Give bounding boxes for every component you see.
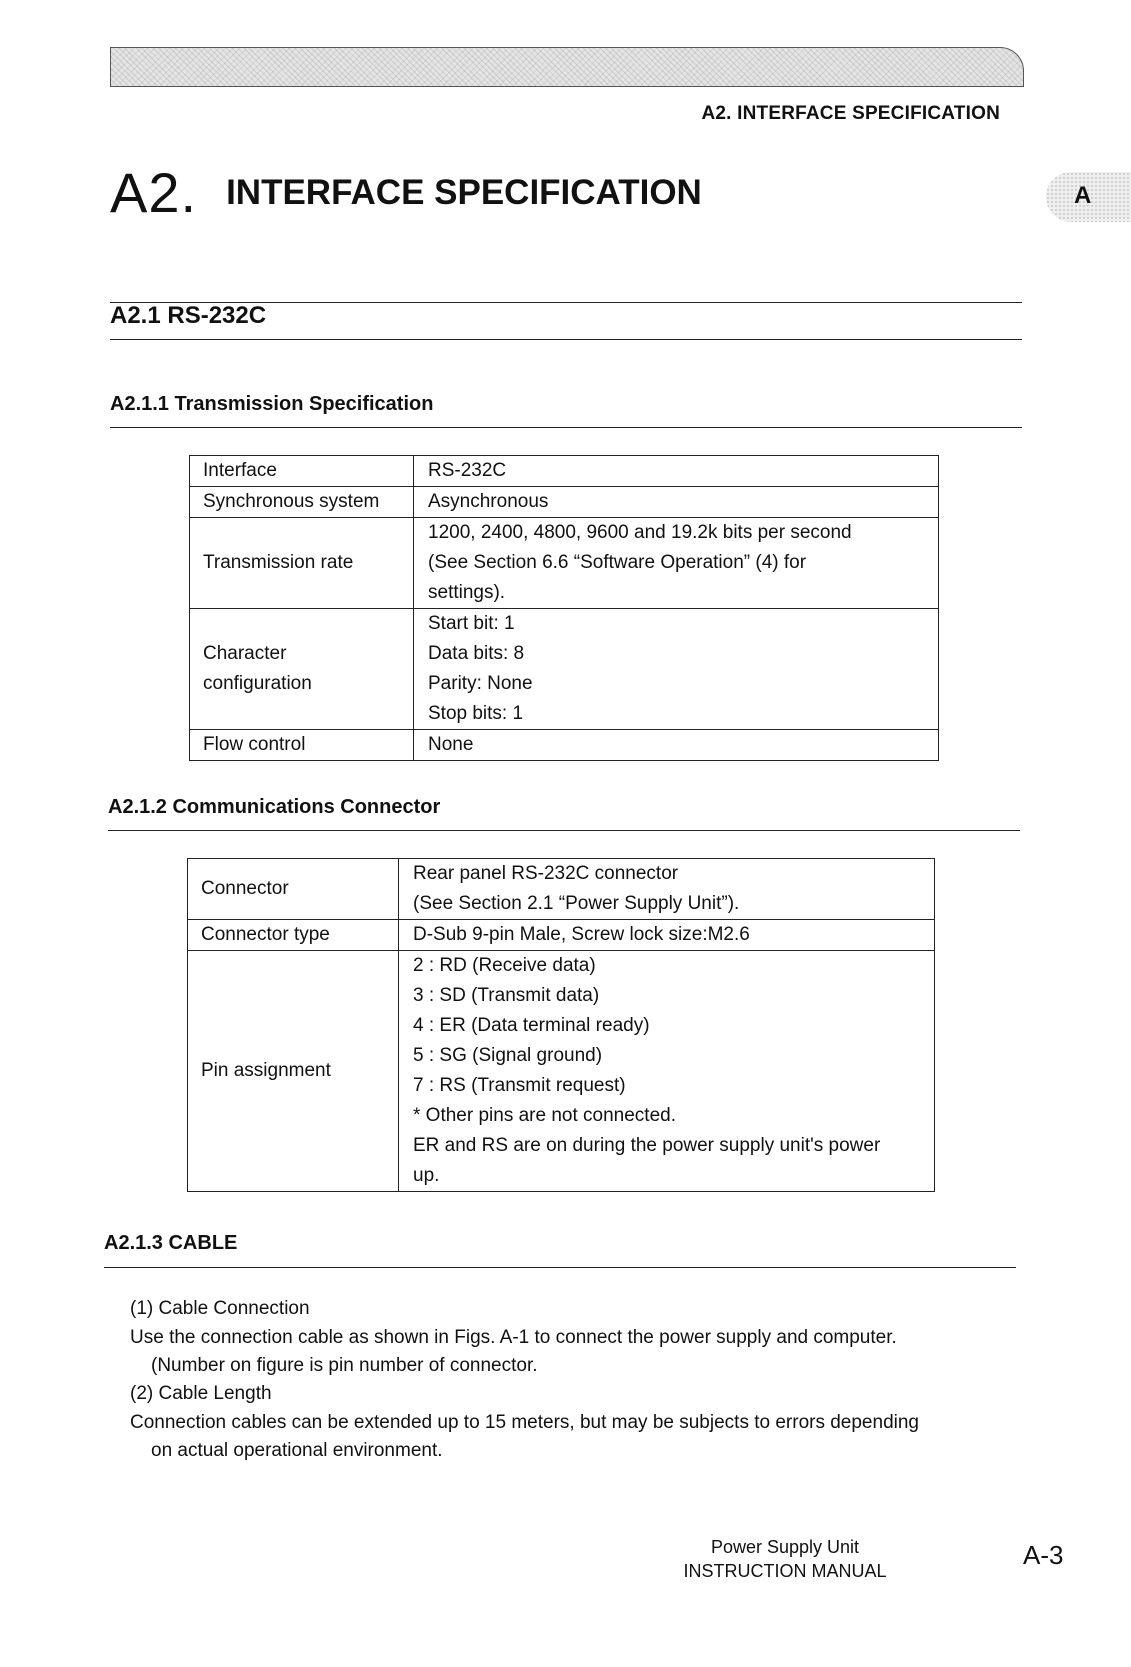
footer-document-title [670, 1535, 900, 1583]
row-label-line: configuration [203, 673, 312, 694]
table-row [190, 609, 939, 730]
row-value-line: Data bits: 8 [428, 643, 525, 664]
row-value-line: 7 : RS (Transmit request) [413, 1075, 626, 1096]
row-label-cell [188, 951, 399, 1192]
row-label-cell [190, 518, 414, 609]
row-value-cell [414, 730, 939, 761]
row-value-line: settings). [428, 582, 506, 603]
row-value-line: (See Section 6.6 “Software Operation” (4) for [428, 552, 807, 573]
row-value-cell [414, 456, 939, 487]
row-value-line: Parity: None [428, 673, 533, 694]
row-label-line: Connector [201, 878, 289, 899]
row-value-line: D-Sub 9-pin Male, Screw lock size:M2.6 [413, 924, 750, 945]
cable-heading: A2.1.3 CABLE [104, 1232, 238, 1254]
table-row [190, 518, 939, 609]
cable-rule [104, 1267, 1016, 1268]
row-value-line: Rear panel RS-232C connector [413, 863, 679, 884]
row-label-cell [190, 730, 414, 761]
cable-connection-note: (Number on figure is pin number of connector. [151, 1355, 538, 1376]
row-value-line: Start bit: 1 [428, 613, 515, 634]
row-label-line: Transmission rate [203, 552, 354, 573]
row-label-line: Pin assignment [201, 1060, 331, 1081]
cable-connection-text: Use the connection cable as shown in Figs. A-1 to connect the power supply and computer. [130, 1327, 897, 1348]
row-value-cell [399, 859, 935, 920]
row-value-cell [414, 609, 939, 730]
table-row [188, 920, 935, 951]
row-value-line: * Other pins are not connected. [413, 1105, 676, 1126]
page-number: A-3 [1023, 1540, 1064, 1570]
row-value-line: 5 : SG (Signal ground) [413, 1045, 603, 1066]
table-row [190, 730, 939, 761]
row-label-cell [190, 609, 414, 730]
row-value-line: Asynchronous [428, 491, 549, 512]
row-label-cell [190, 456, 414, 487]
row-label-line: Interface [203, 460, 277, 481]
connector-heading: A2.1.2 Communications Connector [108, 796, 441, 818]
section-rule-bottom [110, 339, 1022, 340]
row-value-line: (See Section 2.1 “Power Supply Unit”). [413, 893, 740, 914]
row-label-cell [190, 487, 414, 518]
connector-rule [108, 830, 1020, 831]
row-value-cell [414, 487, 939, 518]
row-value-line: 2 : RD (Receive data) [413, 955, 596, 976]
header-band [110, 47, 1024, 87]
row-value-line: 4 : ER (Data terminal ready) [413, 1015, 650, 1036]
row-value-line: 1200, 2400, 4800, 9600 and 19.2k bits per second [428, 522, 852, 543]
row-value-cell [399, 951, 935, 1192]
table-row [188, 951, 935, 1192]
row-label-cell [188, 920, 399, 951]
table-row [190, 487, 939, 518]
row-label-cell [188, 859, 399, 920]
transmission-heading: A2.1.1 Transmission Specification [110, 393, 434, 415]
chapter-number: A2 [110, 161, 181, 224]
row-value-line: ER and RS are on during the power supply unit's power [413, 1135, 881, 1156]
table-row [190, 456, 939, 487]
chapter-title-text: INTERFACE SPECIFICATION [226, 173, 702, 212]
footer-line-1: Power Supply Unit [710, 1537, 860, 1557]
row-value-line: up. [413, 1165, 440, 1186]
connector-spec-table [187, 858, 935, 1192]
row-value-cell [414, 518, 939, 609]
cable-length-heading: (2) Cable Length [130, 1383, 272, 1404]
section-heading: A2.1 RS-232C [110, 302, 267, 329]
cable-connection-heading: (1) Cable Connection [130, 1298, 310, 1319]
row-label-line: Flow control [203, 734, 306, 755]
side-tab [1046, 172, 1131, 222]
transmission-rule [110, 427, 1022, 428]
side-tab-letter: A [1074, 182, 1092, 209]
chapter-title [110, 160, 702, 225]
row-label-line: Synchronous system [203, 491, 380, 512]
row-value-line: None [428, 734, 474, 755]
row-label-line: Connector type [201, 924, 330, 945]
table-row [188, 859, 935, 920]
row-value-line: RS-232C [428, 460, 507, 481]
cable-length-text-cont: on actual operational environment. [151, 1440, 443, 1461]
transmission-spec-table [189, 455, 939, 761]
running-head: A2. INTERFACE SPECIFICATION [701, 103, 1000, 124]
row-label-line: Character [203, 643, 287, 664]
cable-length-text: Connection cables can be extended up to 15 meters, but may be subjects to errors depending [130, 1412, 919, 1433]
row-value-cell [399, 920, 935, 951]
footer-line-2: INSTRUCTION MANUAL [683, 1561, 887, 1581]
row-value-line: Stop bits: 1 [428, 703, 524, 724]
chapter-dot: . [180, 161, 197, 224]
row-value-line: 3 : SD (Transmit data) [413, 985, 600, 1006]
